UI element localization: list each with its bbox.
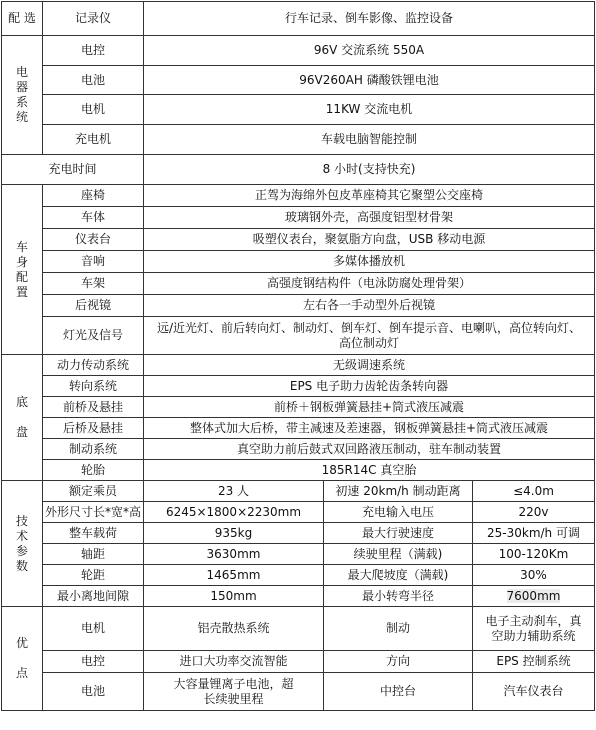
row-label: 轮胎 [43, 460, 144, 481]
adv-label: 方向 [324, 651, 473, 673]
adv-label: 电机 [43, 607, 144, 651]
spec-table [1, 1, 595, 711]
adv-value: 铝壳散热系统 [144, 607, 324, 651]
adv-value: EPS 控制系统 [473, 651, 595, 673]
param-value: 25-30km/h 可调 [473, 523, 595, 544]
row-label: 座椅 [43, 185, 144, 207]
param-label: 最大爬坡度（满载) [324, 565, 473, 586]
row-label: 充电时间 [2, 155, 144, 185]
row-value: 整体式加大后桥，带主减速及差速器，钢板弹簧悬挂+筒式液压减震 [144, 418, 595, 439]
row-value: 185R14C 真空胎 [144, 460, 595, 481]
row-label: 电池 [43, 66, 144, 95]
param-value: 935kg [144, 523, 324, 544]
row-value: 多媒体播放机 [144, 251, 595, 273]
param-label: 最小离地间隙 [43, 586, 144, 607]
row-value: 96V 交流系统 550A [144, 36, 595, 66]
row-label: 记录仪 [43, 2, 144, 36]
row-label: 动力传动系统 [43, 355, 144, 376]
section-advantages: 优 点 [2, 607, 43, 711]
param-label: 充电输入电压 [324, 502, 473, 523]
param-value: 100-120Km [473, 544, 595, 565]
row-label: 后视镜 [43, 295, 144, 317]
row-value: 无级调速系统 [144, 355, 595, 376]
adv-value: 大容量锂离子电池，超 长续驶里程 [144, 673, 324, 711]
row-value: 正驾为海绵外包皮革座椅其它聚塑公交座椅 [144, 185, 595, 207]
row-label: 灯光及信号 [43, 317, 144, 355]
param-label: 续驶里程（满载) [324, 544, 473, 565]
adv-label: 中控台 [324, 673, 473, 711]
adv-value: 电子主动刹车，真 空助力辅助系统 [473, 607, 595, 651]
row-value: 11KW 交流电机 [144, 95, 595, 125]
row-value: 远/近光灯、前后转向灯、制动灯、倒车灯、倒车提示音、电喇叭，高位转向灯、 高位制动灯 [144, 317, 595, 355]
row-value: EPS 电子助力齿轮齿条转向器 [144, 376, 595, 397]
row-label: 电机 [43, 95, 144, 125]
section-electrical: 电 器 系 统 [2, 36, 43, 155]
row-value: 高强度钢结构件（电泳防腐处理骨架） [144, 273, 595, 295]
row-label: 后桥及悬挂 [43, 418, 144, 439]
row-label: 车架 [43, 273, 144, 295]
row-value: 吸塑仪表台，聚氨脂方向盘，USB 移动电源 [144, 229, 595, 251]
row-label: 电控 [43, 36, 144, 66]
param-value: 3630mm [144, 544, 324, 565]
param-value: 1465mm [144, 565, 324, 586]
param-label: 最大行驶速度 [324, 523, 473, 544]
row-value: 玻璃钢外壳，高强度铝型材骨架 [144, 207, 595, 229]
row-label: 充电机 [43, 125, 144, 155]
section-peixuan: 配 选 [2, 2, 43, 36]
section-body-config: 车 身 配 置 [2, 185, 43, 355]
row-label: 制动系统 [43, 439, 144, 460]
param-label: 最小转弯半径 [324, 586, 473, 607]
row-value: 96V260AH 磷酸铁锂电池 [144, 66, 595, 95]
param-label: 整车载荷 [43, 523, 144, 544]
row-value: 左右各一手动型外后视镜 [144, 295, 595, 317]
row-label: 音响 [43, 251, 144, 273]
row-label: 车体 [43, 207, 144, 229]
adv-value: 汽车仪表台 [473, 673, 595, 711]
param-value: 7600mm [473, 586, 595, 607]
row-label: 前桥及悬挂 [43, 397, 144, 418]
row-value: 车载电脑智能控制 [144, 125, 595, 155]
row-value: 行车记录、倒车影像、监控设备 [144, 2, 595, 36]
section-tech: 技 术 参 数 [2, 481, 43, 607]
section-chassis: 底 盘 [2, 355, 43, 481]
adv-label: 电控 [43, 651, 144, 673]
param-label: 初速 20km/h 制动距离 [324, 481, 473, 502]
param-label: 额定乘员 [43, 481, 144, 502]
param-value: 30% [473, 565, 595, 586]
param-value: 6245×1800×2230mm [144, 502, 324, 523]
row-value: 8 小时(支持快充) [144, 155, 595, 185]
param-value: 150mm [144, 586, 324, 607]
param-label: 轴距 [43, 544, 144, 565]
row-value: 真空助力前后鼓式双回路液压制动，驻车制动装置 [144, 439, 595, 460]
row-label: 仪表台 [43, 229, 144, 251]
row-value: 前桥＋钢板弹簧悬挂+筒式液压减震 [144, 397, 595, 418]
param-value: 23 人 [144, 481, 324, 502]
param-label: 外形尺寸长*宽*高 [43, 502, 144, 523]
param-value: 220v [473, 502, 595, 523]
adv-label: 制动 [324, 607, 473, 651]
adv-value: 进口大功率交流智能 [144, 651, 324, 673]
param-value: ≤4.0m [473, 481, 595, 502]
adv-label: 电池 [43, 673, 144, 711]
param-label: 轮距 [43, 565, 144, 586]
row-label: 转向系统 [43, 376, 144, 397]
